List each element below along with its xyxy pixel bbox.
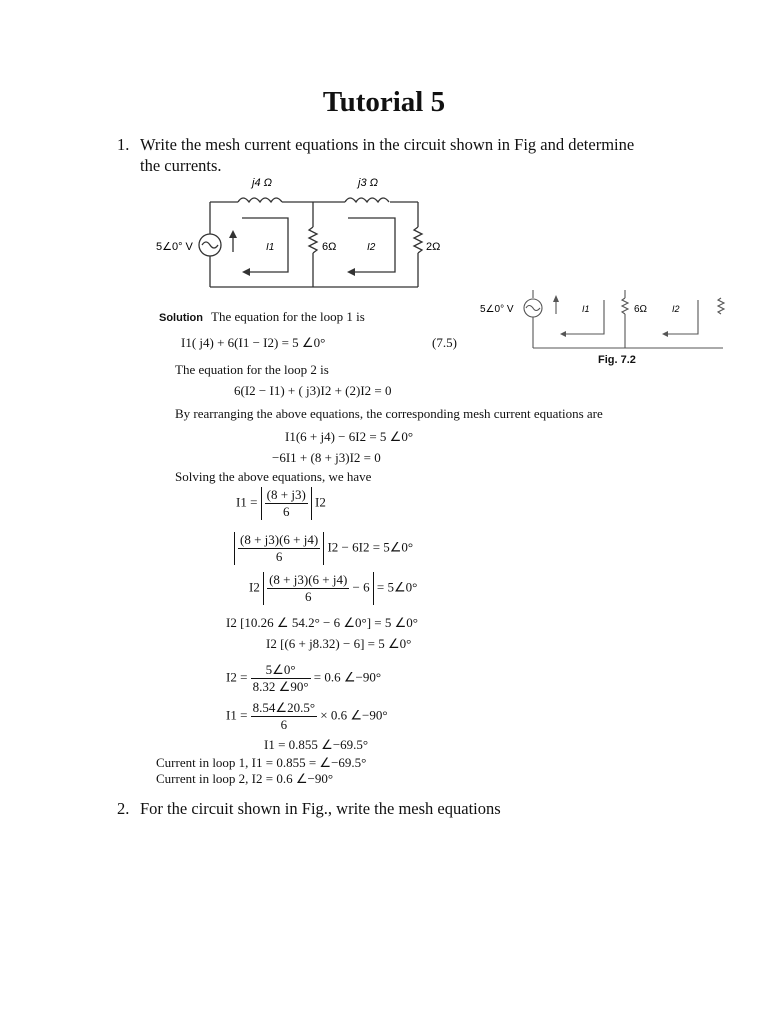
mesh-circuit-diagram (150, 172, 450, 297)
step-3 (249, 572, 417, 605)
step-6-lhs: I2 = (226, 669, 248, 685)
equation-loop-1: I1( j4) + 6(I1 − I2) = 5 ∠0° (181, 335, 326, 350)
current-loop-1: Current in loop 1, I1 = 0.855 = ∠−69.5° (156, 755, 367, 770)
solving-text: Solving the above equations, we have (175, 469, 372, 484)
question-1 (117, 134, 637, 176)
question-text: Write the mesh current equations in the circuit shown in Fig and determine the currents. (140, 135, 635, 175)
step-8: I1 = 0.855 ∠−69.5° (264, 737, 369, 752)
question-2 (117, 798, 637, 819)
step-3-rhs: = 5∠0° (376, 579, 418, 595)
step-7-numerator: 8.54∠20.5° (252, 700, 316, 715)
resistor-2-label: 2Ω (426, 241, 441, 253)
question-text: For the circuit shown in Fig., write the mesh equations (140, 799, 501, 818)
mesh-equation-1: I1(6 + j4) − 6I2 = 5 ∠0° (285, 429, 414, 444)
step-2-numerator: (8 + j3)(6 + j4) (240, 532, 319, 547)
fig-current-1-label: I1 (582, 304, 590, 314)
fig-current-2-label: I2 (672, 304, 680, 314)
step-5: I2 [(6 + j8.32) − 6] = 5 ∠0° (266, 636, 412, 651)
resistor-6-label: 6Ω (322, 241, 337, 253)
step-3-numerator: (8 + j3)(6 + j4) (269, 572, 348, 587)
page-title: Tutorial 5 (322, 86, 446, 118)
step-3-lhs: I2 (249, 579, 260, 595)
fig-source-label: 5∠0° V (480, 304, 514, 315)
mesh-current-2-label: I2 (367, 242, 376, 253)
step-6-denominator: 8.32 ∠90° (252, 679, 309, 694)
step-6-numerator: 5∠0° (251, 662, 311, 679)
mesh-equation-2: −6I1 + (8 + j3)I2 = 0 (272, 450, 381, 465)
fig-resistor-label: 6Ω (634, 304, 648, 315)
loop2-intro: The equation for the loop 2 is (175, 362, 329, 377)
step-7-lhs: I1 = (226, 707, 248, 723)
step-6 (226, 662, 381, 695)
equation-tag: (7.5) (432, 335, 457, 350)
step-1-lhs: I1 = (236, 494, 258, 510)
step-7-rhs: × 0.6 ∠−90° (320, 707, 388, 723)
step-3-inner: − 6 (352, 579, 370, 595)
step-2-rhs: I2 − 6I2 = 5∠0° (327, 539, 414, 555)
step-1 (236, 487, 326, 520)
step-2-denominator: 6 (275, 549, 283, 564)
fig-caption: Fig. 7.2 (598, 354, 636, 366)
step-1-rhs: I2 (315, 494, 326, 510)
current-loop-2: Current in loop 2, I2 = 0.6 ∠−90° (156, 771, 334, 786)
step-2 (234, 532, 413, 565)
question-number: 2. (117, 799, 130, 818)
source-label: 5∠0° V (156, 241, 193, 253)
step-3-denominator: 6 (304, 589, 312, 604)
step-7 (226, 700, 388, 733)
step-1-numerator: (8 + j3) (266, 487, 306, 502)
rearrange-text: By rearranging the above equations, the corresponding mesh current equations are (175, 406, 603, 421)
mesh-current-1-label: I1 (266, 242, 275, 253)
equation-loop-2: 6(I2 − I1) + ( j3)I2 + (2)I2 = 0 (234, 383, 392, 398)
question-number: 1. (117, 135, 130, 154)
inductor-2-label: j3 Ω (358, 177, 378, 189)
step-1-denominator: 6 (282, 504, 290, 519)
inductor-1-label: j4 Ω (252, 177, 272, 189)
loop1-intro: The equation for the loop 1 is (211, 309, 365, 324)
step-6-rhs: = 0.6 ∠−90° (313, 669, 382, 685)
step-7-denominator: 6 (280, 717, 288, 732)
step-4: I2 [10.26 ∠ 54.2° − 6 ∠0°] = 5 ∠0° (226, 615, 418, 630)
solution-intro (159, 309, 365, 326)
solution-heading: Solution (159, 312, 203, 324)
